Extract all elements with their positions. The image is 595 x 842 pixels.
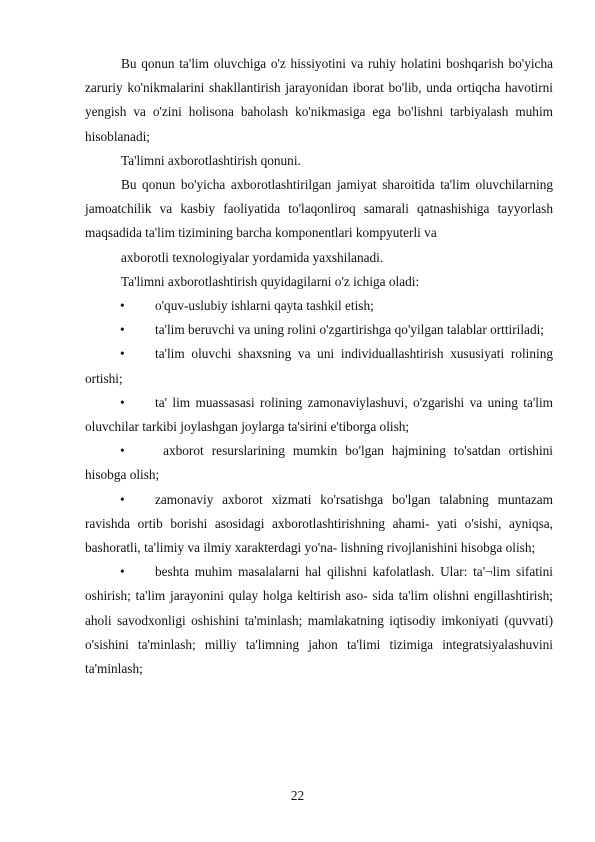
bullet-marker: • [120, 394, 125, 410]
bullet-marker: • [120, 322, 125, 338]
bullet-marker: • [120, 564, 125, 580]
list-item-text: o'quv-uslubiy ishlarni qayta tashkil etish; [155, 298, 374, 314]
list-item-text: zamonaviy axborot xizmati ko'rsatishga bo'lgan talabning muntazam ravishda ortib borishi asosidagi axborotlashtirishning ahami- yati o'sishi, ayniqsa, bashoratli, ta'limiy va ilmiy xarakterdagi yo'na- lishning rivojlanishini hisobga olish; [85, 491, 553, 556]
list-item [85, 391, 553, 439]
list-item-text: ta'lim beruvchi va uning rolini o'zgartirishga qo'yilgan talablar orttiriladi; [155, 322, 544, 338]
bullet-marker: • [120, 443, 125, 459]
list-item-text: ta'lim oluvchi shaxsning va uni individuallashtirish xususiyati rolining ortishi; [85, 346, 553, 386]
list-item [85, 318, 553, 342]
bullet-marker: • [120, 346, 125, 362]
list-item-text: beshta muhim masalalarni hal qilishni kafolatlash. Ular: ta'¬lim sifatini oshirish; ta'lim jarayonini qulay holga keltirish aso- sida ta'lim olishni engillashtirish; aholi savodxonligi oshishini ta'minlash; mamlakatning iqtisodiy imkoniyati (quvvati) o'sishini ta'minlash; milliy ta'limning jahon ta'limi tizimiga integratsiyalashuvini ta'minlash; [85, 564, 553, 677]
bullet-marker: • [120, 491, 125, 507]
list-item [85, 294, 553, 318]
section-heading-axborotlashtirish: Ta'limni axborotlashtirish qonuni. [121, 152, 301, 168]
paragraph-continuation: axborotli texnologiyalar yordamida yaxshilanadi. [121, 249, 384, 265]
list-item [85, 439, 557, 487]
list-item [85, 560, 553, 681]
page-number: 22 [290, 788, 305, 803]
list-item-text: ta' lim muassasasi rolining zamonaviylashuvi, o'zgarishi va uning ta'lim oluvchilar tarkibi joylashgan joylarga ta'sirini e'tiborga olish; [85, 394, 553, 435]
document-body [85, 52, 557, 681]
list-item [85, 488, 553, 561]
paragraph-list-intro: Ta'limni axborotlashtirish quyidagilarni o'z ichiga oladi: [121, 273, 420, 289]
list-item-text: axborot resurslarining mumkin bo'lgan hajmining to'satdan ortishini hisobga olish; [85, 443, 557, 483]
list-item [85, 342, 553, 390]
paragraph-axborotlashtirish-qonuni: Bu qonun bo'yicha axborotlashtirilgan jamiyat sharoitida ta'lim oluvchilarning jamoatchilik va kasbiy faoliyatida to'laqonliroq samarali qatnashishiga tayyorlash maqsadida ta'lim tizimining barcha komponentlari kompyuterli va [85, 177, 553, 241]
bullet-marker: • [120, 298, 125, 314]
paragraph-qonun-hissiyot: Bu qonun ta'lim oluvchiga o'z hissiyotini va ruhiy holatini boshqarish bo'yicha zaruriy ko'nikmalarini shakllantirish jarayonidan iborat bo'lib, unda ortiqcha havotirni yengish va o'zini holisona baholash ko'nikmasiga ega bo'lishni tarbiyalash muhim hisoblanadi; [85, 56, 553, 144]
